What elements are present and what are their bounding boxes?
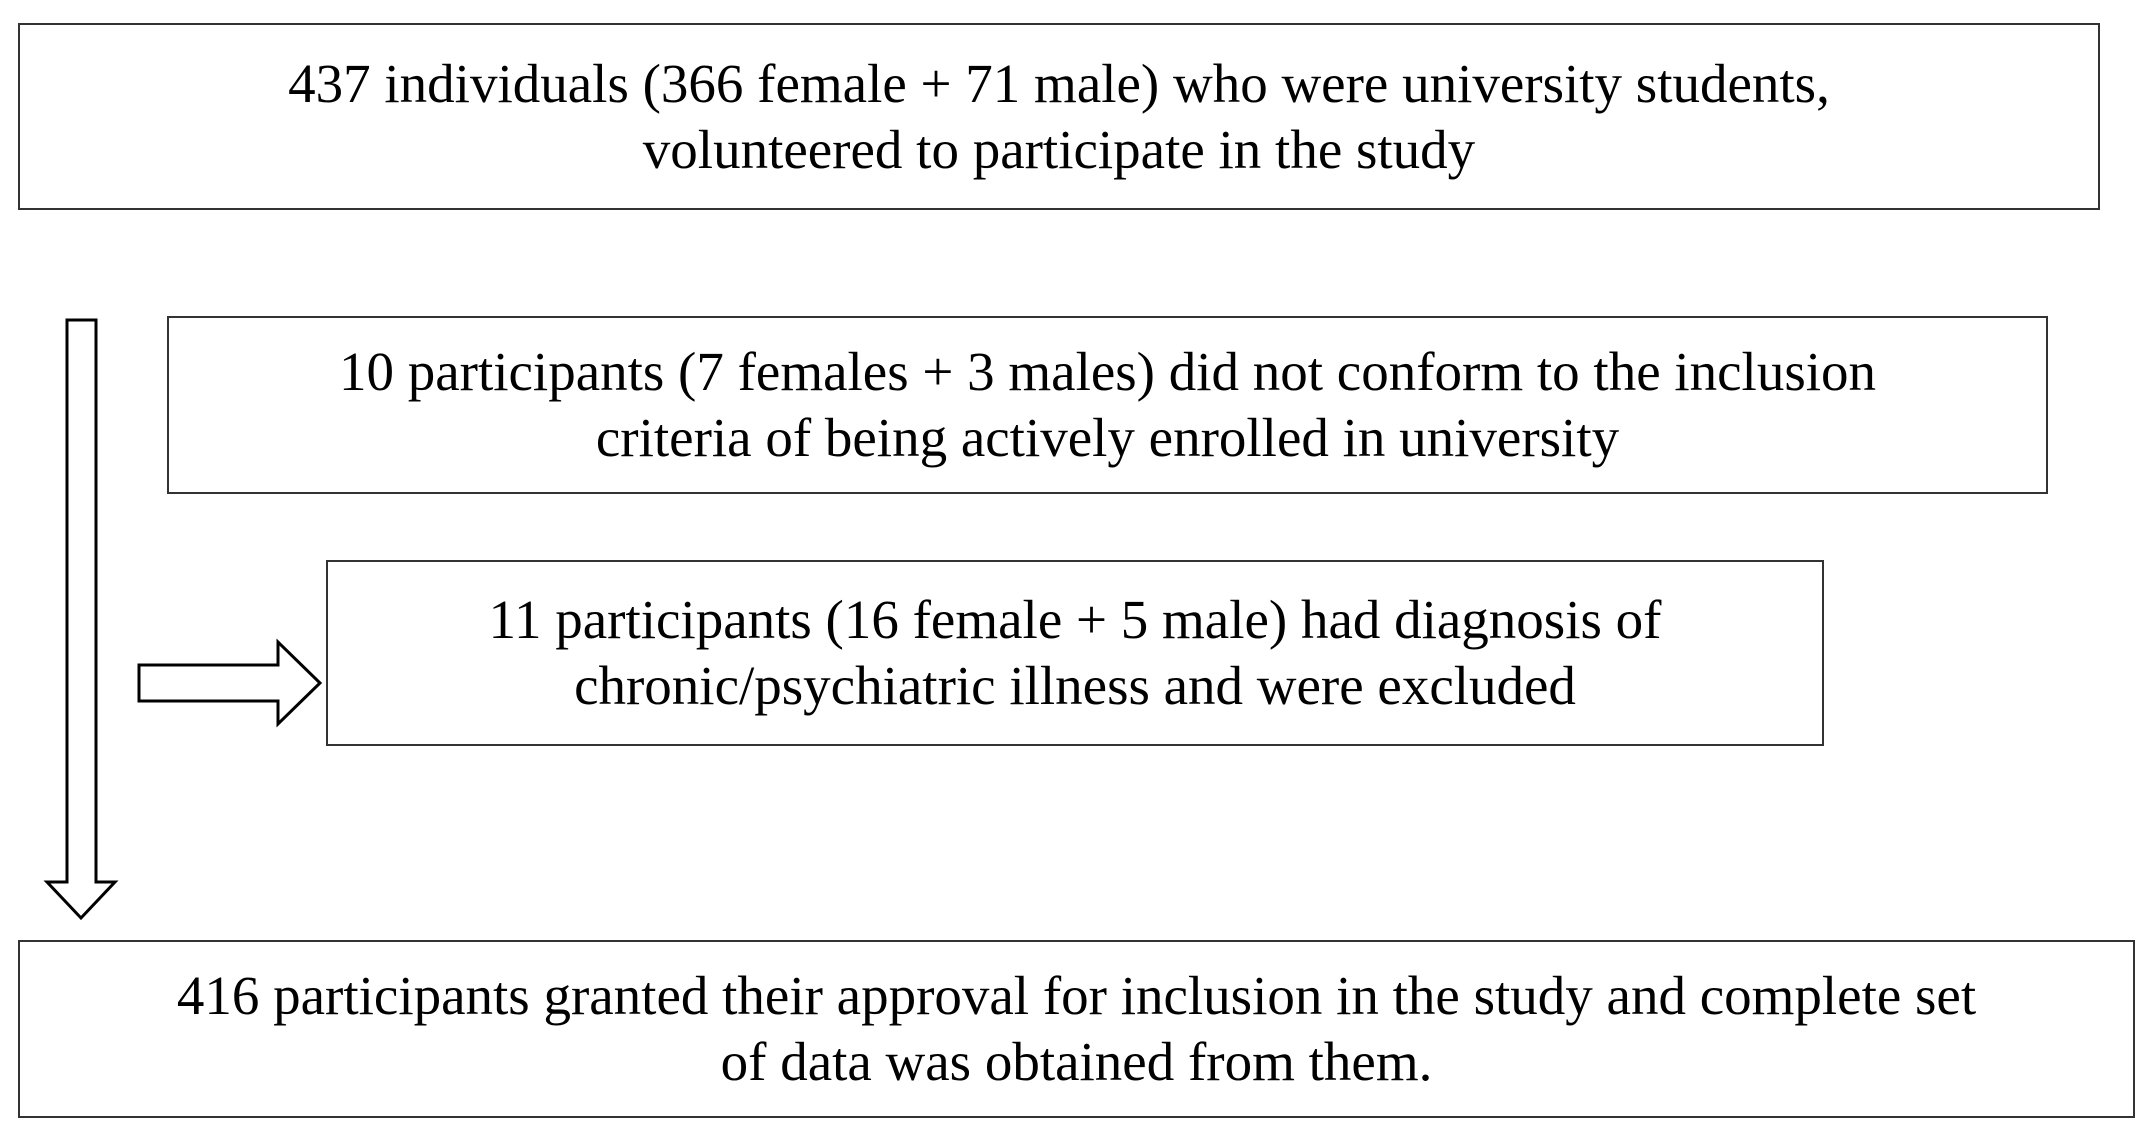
final-participants-line-2: of data was obtained from them. — [720, 1031, 1433, 1092]
exclusion-enrollment-line-1: 10 participants (7 females + 3 males) did not conform to the inclusion — [338, 341, 1877, 402]
down-arrow-icon — [47, 320, 115, 918]
initial-participants-line-2: volunteered to participate in the study — [642, 118, 1476, 180]
final-participants-line-1: 416 participants granted their approval for inclusion in the study and complete set — [176, 965, 1977, 1026]
initial-participants-line-1: 437 individuals (366 female + 71 male) who were university students, — [288, 52, 1830, 114]
exclusion-illness-line-2: chronic/psychiatric illness and were excluded — [574, 655, 1576, 716]
exclusion-illness-line-1: 11 participants (16 female + 5 male) had diagnosis of — [488, 589, 1662, 650]
exclusion-enrollment-line-2: criteria of being actively enrolled in university — [595, 407, 1620, 468]
right-arrow-icon — [139, 642, 320, 724]
